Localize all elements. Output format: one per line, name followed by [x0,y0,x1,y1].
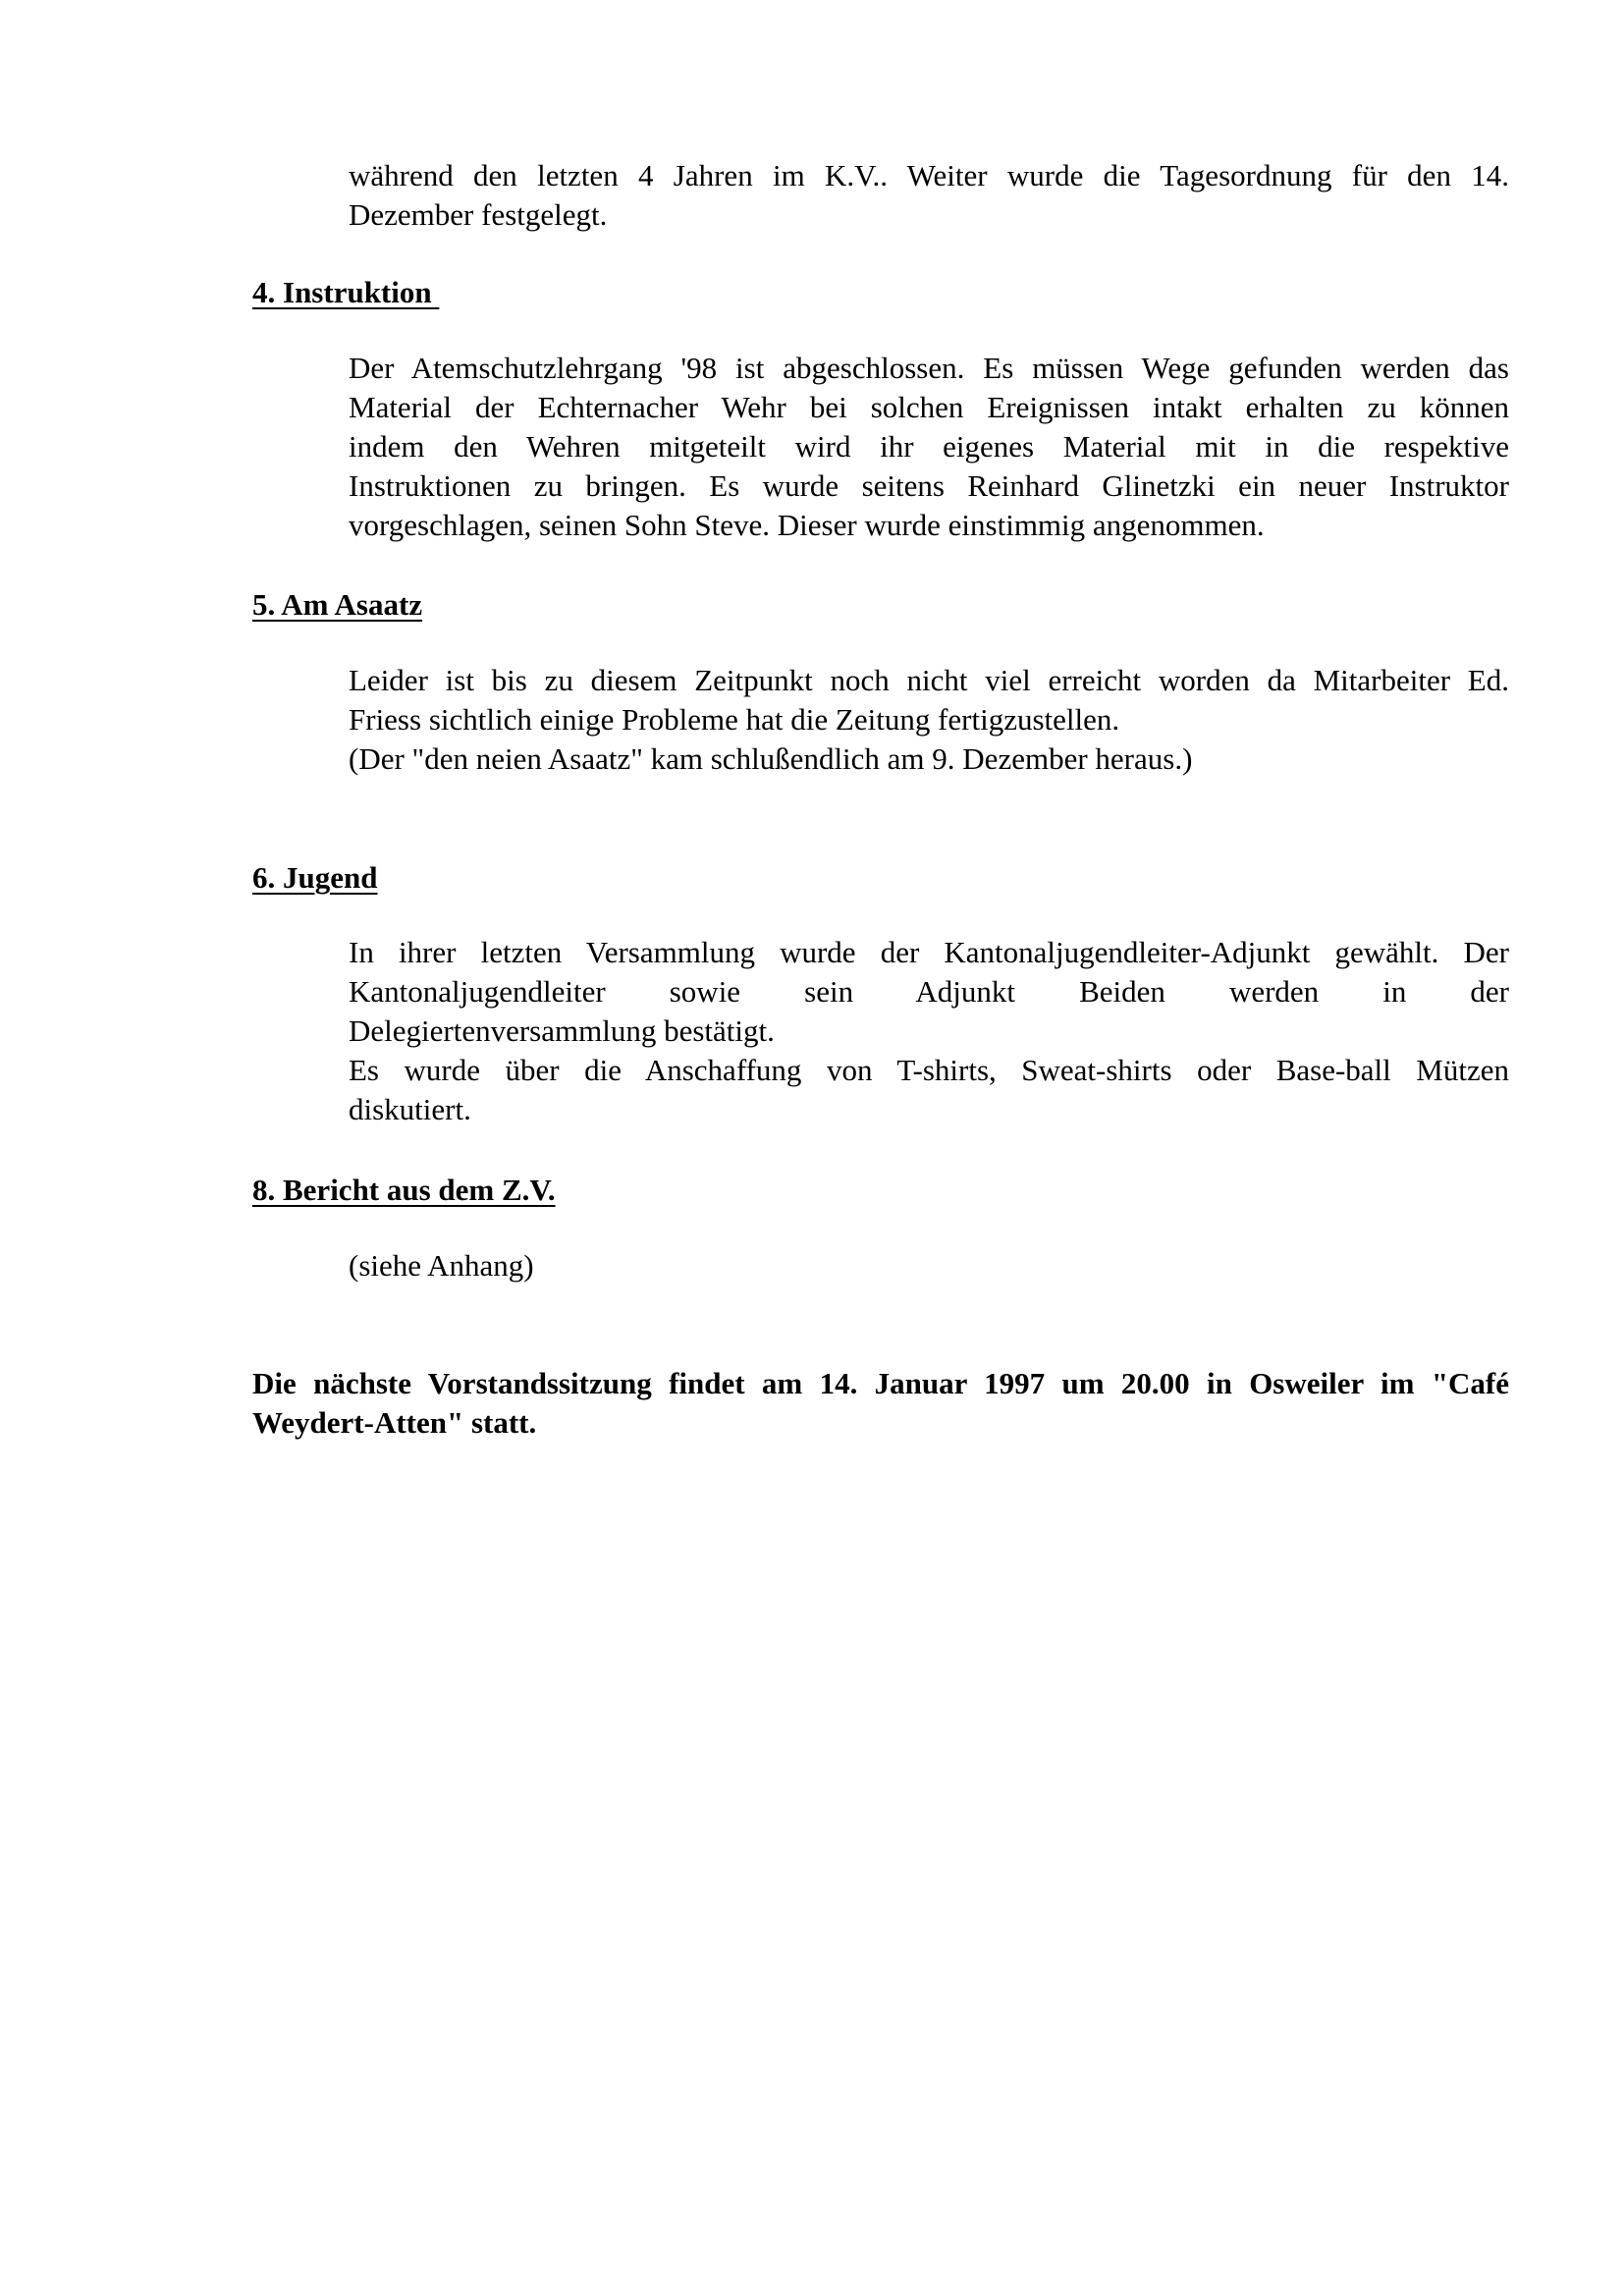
notice-line: Die nächste Vorstandssitzung findet am 14. Januar 1997 um 20.00 in Osweiler im "Café [252,1366,1509,1400]
paragraph-line: (siehe Anhang) [349,1248,534,1283]
section-heading-am-asaatz: 5. Am Asaatz [252,587,423,622]
paragraph-line: indem den Wehren mitgeteilt wird ihr eigenes Material mit in die respektive [349,429,1509,464]
paragraph-line: Delegiertenversammlung bestätigt. [349,1013,775,1048]
paragraph-line: Dezember festgelegt. [349,197,608,232]
section-heading-instruktion: 4. Instruktion [252,275,440,309]
section-body-am-asaatz [349,661,1509,779]
paragraph-line: Friess sichtlich einige Probleme hat die Zeitung fertigzustellen. [349,702,1120,737]
paragraph-line: diskutiert. [349,1092,471,1126]
section-heading-bericht-zv: 8. Bericht aus dem Z.V. [252,1173,556,1207]
next-meeting-notice [252,1364,1509,1443]
paragraph-line: Instruktionen zu bringen. Es wurde seitens Reinhard Glinetzki ein neuer Instruktor [349,468,1509,503]
paragraph-line: Leider ist bis zu diesem Zeitpunkt noch nicht viel erreicht worden da Mitarbeiter Ed. [349,663,1509,697]
paragraph-line: Kantonaljugendleiter sowie sein Adjunkt Beiden werden in der [349,974,1509,1009]
paragraph-line: Der Atemschutzlehrgang '98 ist abgeschlossen. Es müssen Wege gefunden werden das [349,351,1509,385]
notice-line: Weydert-Atten" statt. [252,1405,537,1440]
paragraph-line: In ihrer letzten Versammlung wurde der Kantonaljugendleiter-Adjunkt gewählt. Der [349,935,1509,969]
continuation-paragraph [349,156,1509,235]
paragraph-line: vorgeschlagen, seinen Sohn Steve. Dieser wurde einstimmig angenommen. [349,508,1265,542]
section-heading-jugend: 6. Jugend [252,860,378,895]
paragraph-line: Es wurde über die Anschaffung von T-shirts, Sweat-shirts oder Base-ball Mützen [349,1053,1509,1087]
paragraph-line: während den letzten 4 Jahren im K.V.. Weiter wurde die Tagesordnung für den 14. [349,158,1509,192]
paragraph-line: Material der Echternacher Wehr bei solchen Ereignissen intakt erhalten zu können [349,390,1509,424]
section-body-bericht-zv [349,1246,1509,1285]
paragraph-line: (Der "den neien Asaatz" kam schlußendlich am 9. Dezember heraus.) [349,741,1193,776]
section-body-instruktion [349,349,1509,545]
section-body-jugend [349,933,1509,1129]
